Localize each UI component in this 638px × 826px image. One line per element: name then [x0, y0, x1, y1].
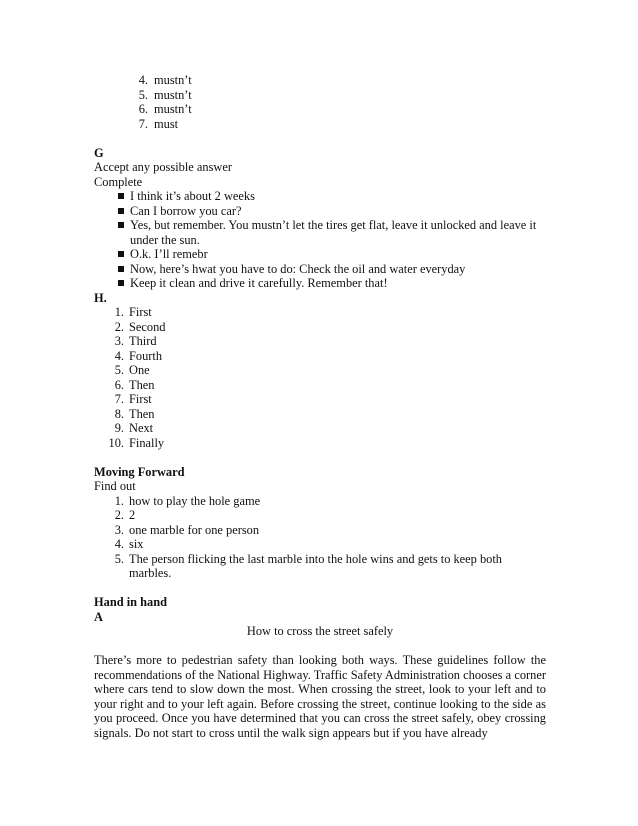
item-number: 2. — [114, 319, 124, 334]
bullet-item — [94, 218, 546, 247]
moving-forward-subtitle: Find out — [94, 479, 136, 493]
item-number: 6. — [138, 102, 148, 116]
list-item — [94, 378, 546, 393]
item-text: Third — [129, 334, 157, 348]
item-number: 1. — [114, 493, 124, 508]
item-number: 3. — [114, 522, 124, 537]
bullet-text: Yes, but remember. You mustn’t let the tires get flat, leave it unlocked and leave it under the sun. — [130, 218, 537, 247]
item-number: 5. — [138, 87, 148, 102]
list-item — [94, 305, 546, 320]
bullet-item — [94, 247, 546, 262]
item-number: 3. — [114, 334, 124, 348]
section-g — [94, 146, 546, 291]
bullet-text: Keep it clean and drive it carefully. Remember that! — [130, 276, 388, 290]
item-text: Fourth — [129, 348, 163, 363]
item-number: 5. — [114, 551, 124, 566]
item-text: mustn’t — [154, 87, 192, 102]
hand-in-hand-heading: Hand in hand — [94, 595, 168, 609]
item-number: 6. — [114, 377, 124, 392]
item-text: Next — [129, 421, 154, 435]
bullet-text: I think it’s about 2 weeks — [130, 189, 255, 203]
section-g-heading: G — [94, 145, 104, 160]
item-number: 5. — [114, 363, 124, 377]
list-item — [128, 73, 546, 88]
section-h — [94, 291, 546, 451]
list-item — [94, 407, 546, 422]
item-text: mustn’t — [154, 102, 192, 116]
list-item — [128, 117, 546, 132]
item-number: 4. — [114, 537, 124, 551]
hand-in-hand-subheading: A — [94, 609, 103, 624]
list-item — [128, 88, 546, 103]
item-text: 2 — [129, 508, 136, 522]
item-number: 1. — [114, 305, 124, 319]
item-text: how to play the hole game — [129, 493, 261, 508]
square-bullet-icon — [118, 193, 124, 199]
item-text: mustn’t — [154, 73, 192, 87]
list-item — [94, 349, 546, 364]
item-number: 2. — [114, 508, 124, 522]
item-text: one marble for one person — [129, 522, 260, 537]
square-bullet-icon — [118, 280, 124, 286]
square-bullet-icon — [118, 208, 124, 214]
bullet-list — [94, 189, 546, 291]
item-text: must — [154, 116, 179, 131]
bullet-text: O.k. I’ll remebr — [130, 247, 208, 261]
item-number: 7. — [114, 392, 124, 406]
item-number: 4. — [114, 348, 124, 363]
list-item — [94, 537, 546, 552]
item-number: 7. — [138, 116, 148, 131]
section-moving-forward — [94, 465, 546, 581]
reading-paragraph: There’s more to pedestrian safety than looking both ways. These guidelines follow the recommendations of the National Highway. Traffic Safety Administration chooses a corner where cars tend to slow down the most. When crossing the street, look to your left and to your right and to your left again. Before crossing the street, continue looking to the side as you proceed. Once you have determined that you can cross the street safely, obey crossing signals. Do not start to cross until the walk sign appears but if you have already — [94, 653, 546, 740]
list-item — [94, 334, 546, 349]
item-text: First — [129, 305, 152, 319]
list-item — [94, 392, 546, 407]
bullet-text: Can I borrow you car? — [130, 203, 242, 218]
bullet-item — [94, 189, 546, 204]
bullet-item — [94, 204, 546, 219]
list-item — [94, 552, 546, 581]
section-g-subtitle: Complete — [94, 174, 143, 189]
list-item — [94, 363, 546, 378]
find-out-list — [94, 494, 546, 581]
item-text: Then — [129, 377, 155, 392]
bullet-text: Now, here’s hwat you have to do: Check the oil and water everyday — [130, 261, 466, 276]
square-bullet-icon — [118, 222, 124, 228]
item-text: One — [129, 363, 150, 377]
list-item — [94, 508, 546, 523]
list-item — [94, 320, 546, 335]
square-bullet-icon — [118, 251, 124, 257]
item-text: Second — [129, 319, 166, 334]
list-item — [94, 421, 546, 436]
reading-title: How to cross the street safely — [246, 624, 394, 638]
list-item — [94, 523, 546, 538]
item-text: First — [129, 392, 152, 406]
item-number: 4. — [138, 73, 148, 87]
item-text: The person flicking the last marble into the hole wins and gets to keep both marbles. — [129, 551, 503, 580]
section-h-heading: H. — [94, 290, 107, 305]
document-page — [94, 73, 546, 740]
item-text: Then — [129, 406, 155, 421]
moving-forward-heading: Moving Forward — [94, 464, 185, 479]
item-text: Finally — [129, 435, 165, 450]
section-hand-in-hand — [94, 595, 546, 740]
list-item — [128, 102, 546, 117]
section-g-instruction: Accept any possible answer — [94, 160, 232, 174]
item-number: 8. — [114, 406, 124, 421]
item-number: 9. — [114, 421, 124, 435]
bullet-item — [94, 276, 546, 291]
bullet-item — [94, 262, 546, 277]
list-item — [94, 436, 546, 451]
item-text: six — [129, 537, 144, 551]
item-number: 10. — [108, 435, 124, 450]
list-item — [94, 494, 546, 509]
answer-list-continued — [128, 73, 546, 131]
square-bullet-icon — [118, 266, 124, 272]
sequence-list — [94, 305, 546, 450]
